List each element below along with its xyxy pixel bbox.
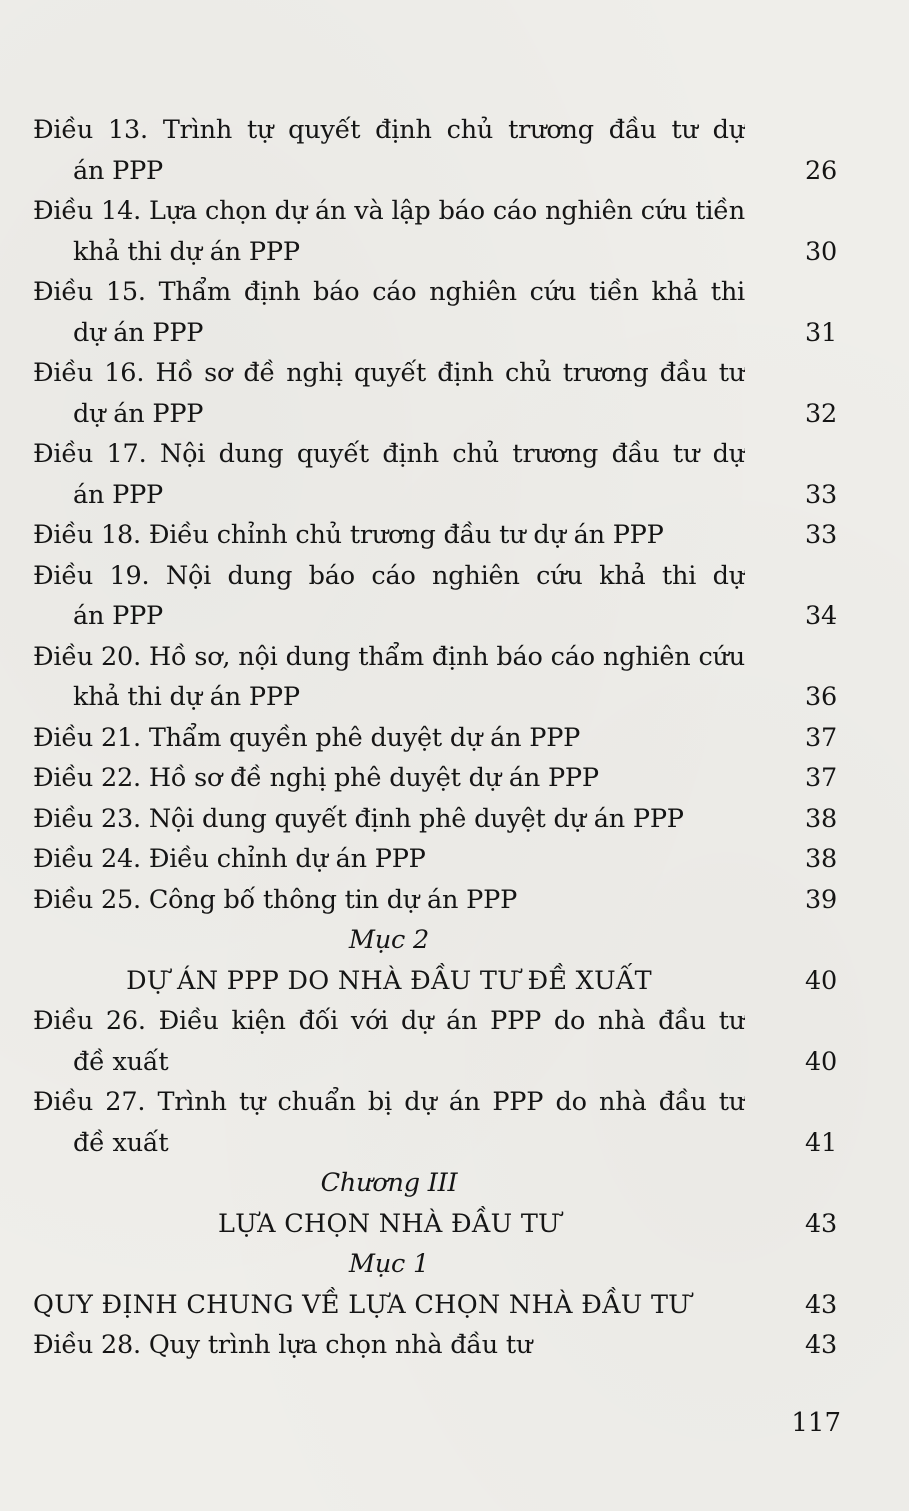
- toc-entry-16: [33, 353, 843, 434]
- entry-title: Điều 26. Điều kiện đối với dự án PPP do nhà đầu tư: [33, 1006, 745, 1036]
- page-ref: 33: [804, 520, 837, 550]
- entry-title-cont: án PPP: [73, 155, 164, 186]
- page-ref: 43: [804, 1330, 837, 1360]
- section-label: Mục 2: [348, 925, 430, 955]
- chapter-label: Chương III: [320, 1168, 458, 1198]
- entry-title-cont: án PPP: [73, 601, 164, 631]
- toc-entry-20: [33, 637, 843, 718]
- entry-title: Điều 25. Công bố thông tin dự án PPP: [33, 884, 518, 915]
- section-title: DỰ ÁN PPP DO NHÀ ĐẦU TƯ ĐỀ XUẤT: [126, 965, 652, 996]
- page-ref: 36: [804, 682, 837, 712]
- page-ref: 40: [804, 965, 837, 996]
- toc-entry-24: [33, 839, 843, 880]
- entry-title-cont: đề xuất: [73, 1046, 169, 1077]
- entry-title: Điều 28. Quy trình lựa chọn nhà đầu tư: [33, 1330, 533, 1360]
- entry-title: Điều 21. Thẩm quyền phê duyệt dự án PPP: [33, 722, 581, 753]
- entry-title-cont: dự án PPP: [73, 317, 204, 348]
- page-ref: 39: [804, 884, 837, 915]
- toc-entry-28: [33, 1325, 843, 1366]
- entry-title: Điều 14. Lựa chọn dự án và lập báo cáo nghiên cứu tiền: [33, 196, 745, 226]
- toc-entry-26: [33, 1001, 843, 1082]
- entry-title: Điều 13. Trình tự quyết định chủ trương đầu tư dự: [33, 115, 745, 145]
- entry-title: Điều 18. Điều chỉnh chủ trương đầu tư dự án PPP: [33, 520, 664, 550]
- page-ref: 26: [804, 155, 837, 186]
- page-ref: 41: [804, 1127, 837, 1158]
- page-ref: 38: [804, 844, 837, 874]
- entry-title-cont: dự án PPP: [73, 398, 204, 429]
- entry-title: Điều 19. Nội dung báo cáo nghiên cứu khả thi dự: [33, 560, 745, 591]
- toc-entry-14: [33, 191, 843, 272]
- section-muc-1: [33, 1244, 843, 1325]
- section-muc-2: [33, 920, 843, 1001]
- section-label: Mục 1: [348, 1249, 430, 1279]
- page-ref: 40: [804, 1046, 837, 1077]
- section-title: QUY ĐỊNH CHUNG VỀ LỰA CHỌN NHÀ ĐẦU TƯ: [33, 1289, 691, 1320]
- page-number: 117: [791, 1408, 841, 1438]
- toc-entry-13: [33, 110, 843, 191]
- toc-entry-25: [33, 880, 843, 921]
- entry-title: Điều 20. Hồ sơ, nội dung thẩm định báo cáo nghiên cứu: [33, 641, 745, 672]
- page-ref: 30: [804, 236, 837, 267]
- page-ref: 33: [804, 479, 837, 510]
- entry-title-cont: án PPP: [73, 479, 164, 510]
- page-ref: 34: [804, 601, 837, 631]
- toc-entry-22: [33, 758, 843, 799]
- page-ref: 32: [804, 398, 837, 429]
- chapter-title: LỰA CHỌN NHÀ ĐẦU TƯ: [218, 1208, 560, 1239]
- page-ref: 37: [804, 763, 837, 793]
- table-of-contents: [33, 110, 843, 1366]
- entry-title-cont: khả thi dự án PPP: [73, 236, 300, 267]
- page-ref: 43: [804, 1289, 837, 1320]
- toc-entry-19: [33, 556, 843, 637]
- page-ref: 38: [804, 803, 837, 834]
- entry-title: Điều 16. Hồ sơ đề nghị quyết định chủ trương đầu tư: [33, 358, 745, 388]
- entry-title: Điều 17. Nội dung quyết định chủ trương đầu tư dự: [33, 439, 745, 469]
- chapter-3: [33, 1163, 843, 1244]
- toc-entry-17: [33, 434, 843, 515]
- page-ref: 31: [804, 317, 837, 348]
- entry-title: Điều 24. Điều chỉnh dự án PPP: [33, 844, 426, 874]
- toc-entry-21: [33, 718, 843, 759]
- toc-entry-27: [33, 1082, 843, 1163]
- entry-title: Điều 23. Nội dung quyết định phê duyệt dự án PPP: [33, 803, 684, 834]
- toc-entry-15: [33, 272, 843, 353]
- entry-title: Điều 15. Thẩm định báo cáo nghiên cứu tiền khả thi: [33, 277, 745, 307]
- entry-title: Điều 22. Hồ sơ đề nghị phê duyệt dự án PPP: [33, 763, 599, 793]
- toc-entry-18: [33, 515, 843, 556]
- entry-title-cont: khả thi dự án PPP: [73, 682, 300, 712]
- entry-title-cont: đề xuất: [73, 1127, 169, 1158]
- page-ref: 37: [804, 722, 837, 753]
- page-ref: 43: [804, 1208, 837, 1239]
- toc-entry-23: [33, 799, 843, 840]
- entry-title: Điều 27. Trình tự chuẩn bị dự án PPP do nhà đầu tư: [33, 1087, 745, 1117]
